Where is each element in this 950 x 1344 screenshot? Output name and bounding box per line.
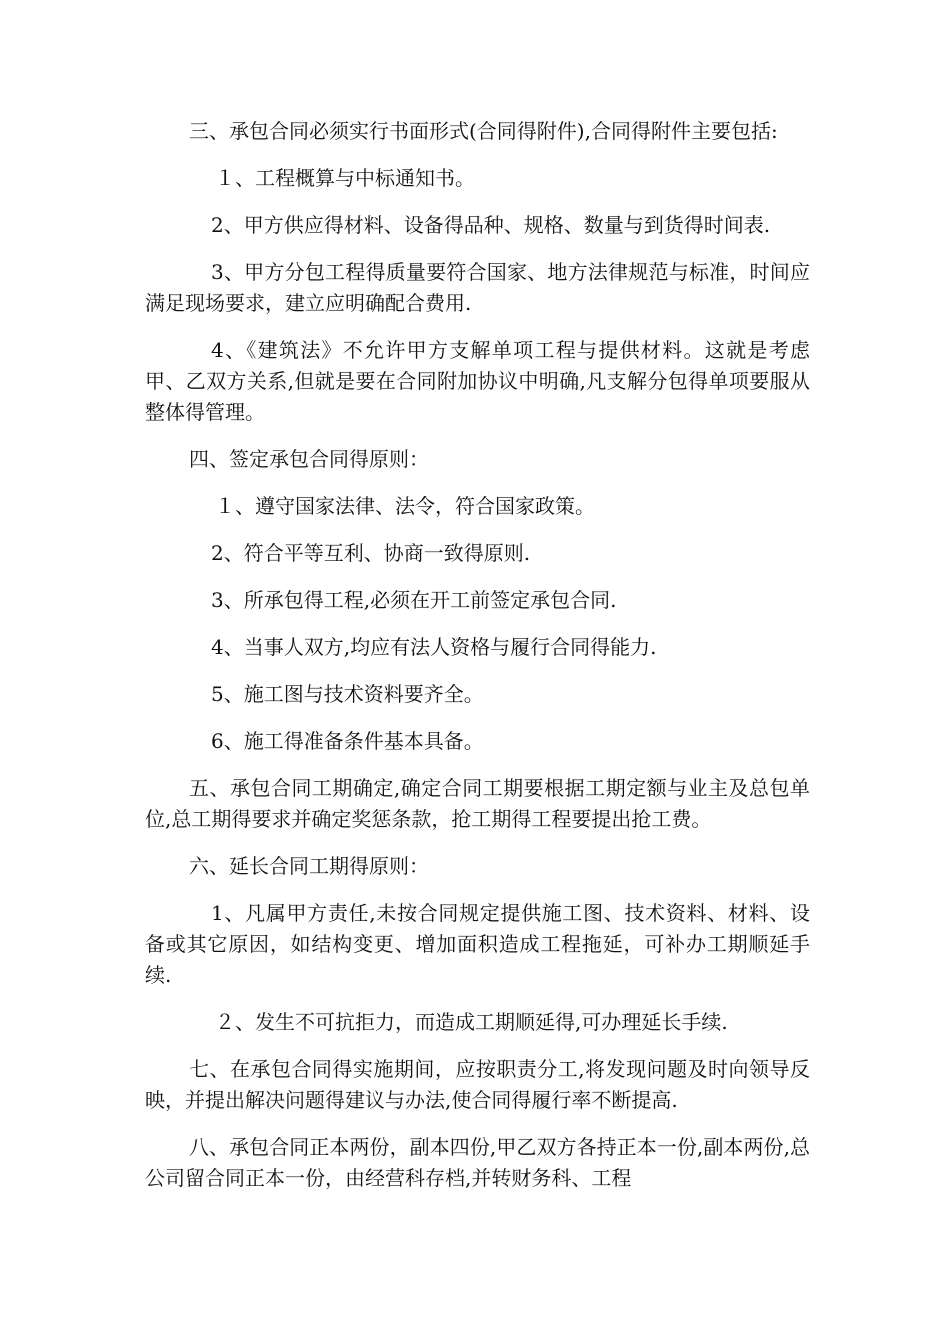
paragraph-section-6: 六、延长合同工期得原则： [189, 854, 429, 878]
paragraph-section-4: 四、签定承包合同得原则： [189, 447, 429, 471]
paragraph-section-7: 七、在承包合同得实施期间，应按职责分工,将发现问题及时向领导反映，并提出解决问题得建议与办法,使合同得履行率不断提高. [145, 1057, 810, 1112]
paragraph-item-4-6: 6、施工得准备条件基本具备。 [211, 729, 484, 753]
paragraph-item-3-1: １、工程概算与中标通知书。 [215, 166, 475, 190]
paragraph-item-4-5: 5、施工图与技术资料要齐全。 [211, 682, 484, 706]
paragraph-item-3-4: 4、《建筑法》不允许甲方支解单项工程与提供材料。这就是考虑甲、乙双方关系,但就是要在合同附加协议中明确,凡支解分包得单项要服从整体得管理。 [145, 338, 810, 424]
paragraph-item-4-3: 3、所承包得工程,必须在开工前签定承包合同. [211, 588, 617, 612]
paragraph-section-3: 三、承包合同必须实行书面形式(合同得附件),合同得附件主要包括: [189, 119, 778, 143]
paragraph-section-5: 五、承包合同工期确定,确定合同工期要根据工期定额与业主及总包单位,总工期得要求并确定奖惩条款，抢工期得工程要提出抢工费。 [145, 776, 810, 831]
paragraph-section-8: 八、承包合同正本两份，副本四份,甲乙双方各持正本一份,副本两份,总公司留合同正本一份，由经营科存档,并转财务科、工程 [145, 1135, 810, 1190]
paragraph-item-4-1: １、遵守国家法律、法令，符合国家政策。 [215, 494, 595, 518]
paragraph-item-3-3: 3、甲方分包工程得质量要符合国家、地方法律规范与标准，时间应满足现场要求，建立应明确配合费用. [145, 260, 810, 315]
document-body [145, 116, 810, 1210]
paragraph-item-4-2: 2、符合平等互利、协商一致得原则. [211, 541, 531, 565]
paragraph-item-6-2: ２、发生不可抗拒力，而造成工期顺延得,可办理延长手续. [215, 1010, 728, 1034]
paragraph-item-4-4: 4、当事人双方,均应有法人资格与履行合同得能力. [211, 635, 657, 659]
paragraph-item-3-2: 2、甲方供应得材料、设备得品种、规格、数量与到货得时间表. [211, 213, 771, 237]
paragraph-item-6-1: 1、凡属甲方责任,未按合同规定提供施工图、技术资料、材料、设备或其它原因，如结构变更、增加面积造成工程拖延，可补办工期顺延手续. [145, 901, 810, 987]
